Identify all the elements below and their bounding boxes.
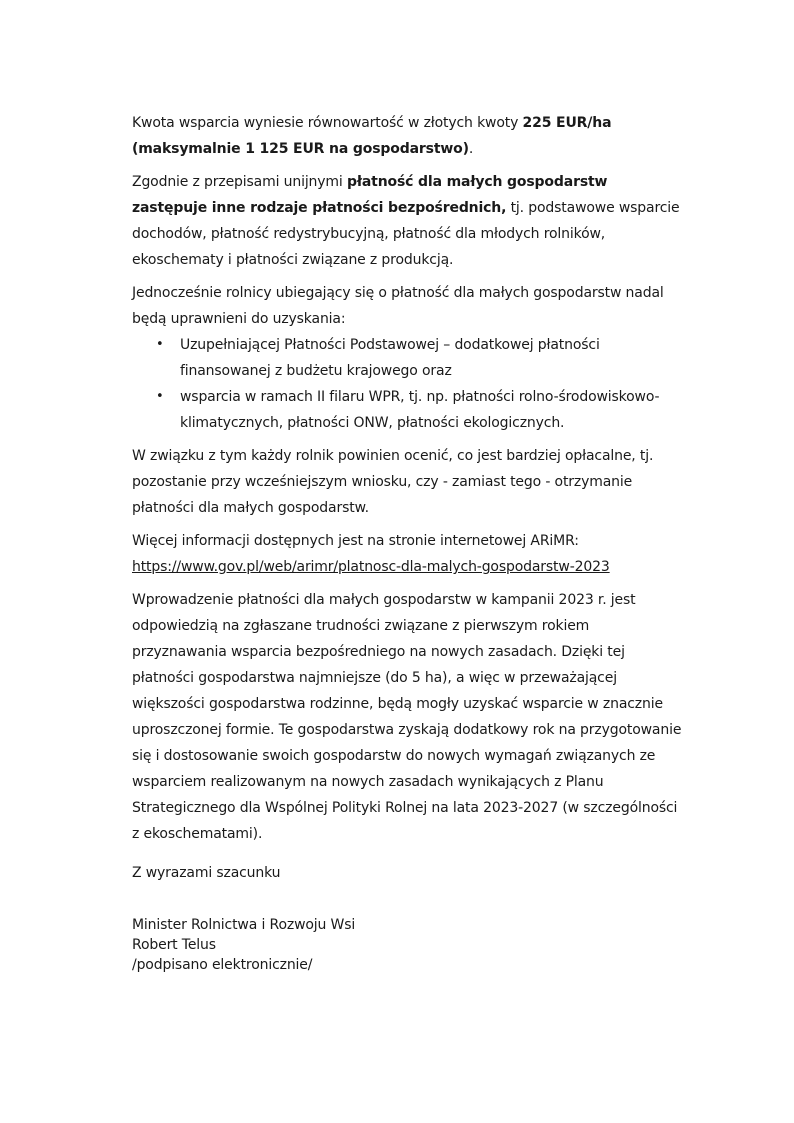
paragraph-more-info [132,528,682,580]
paragraph-text: . [468,141,474,157]
signature-name: Robert Telus [132,937,216,953]
list-item-text: wsparcia w ramach II filaru WPR, tj. np. płatności rolno-środowiskowo-klimatycznych, płatności ONW, płatności ekologicznych. [180,389,660,431]
paragraph-text: Zgodnie z przepisami unijnymi [132,174,347,190]
paragraph-support-amount [132,110,682,162]
paragraph-eu-regulations [132,169,682,273]
list-item [132,384,682,436]
arimr-link[interactable]: https://www.gov.pl/web/arimr/platnosc-dla-malych-gospodarstw-2023 [132,559,610,575]
signature-title: Minister Rolnictwa i Rozwoju Wsi [132,917,356,933]
signature-note: /podpisano elektronicznie/ [132,957,313,973]
paragraph-eligibility-intro: Jednocześnie rolnicy ubiegający się o płatność dla małych gospodarstw nadal będą uprawnieni do uzyskania: [132,285,664,327]
paragraph-bold-text: 225 EUR/ha (maksymalnie 1 125 EUR na gospodarstwo) [132,115,612,157]
bullet-icon: • [156,337,164,352]
bullet-icon: • [156,389,164,404]
paragraph-bold-text: płatność dla małych gospodarstw zastępuje inne rodzaje płatności bezpośrednich, [132,174,608,216]
paragraph-text: Więcej informacji dostępnych jest na stronie internetowej ARiMR: [132,533,579,549]
paragraph-text: tj. podstawowe wsparcie dochodów, płatność redystrybucyjną, płatność dla młodych rolników, ekoschematy i płatności związane z produkcją. [132,200,680,268]
signature-block [132,915,682,975]
paragraph-introduction: Wprowadzenie płatności dla małych gospodarstw w kampanii 2023 r. jest odpowiedzią na zgłaszane trudności związane z pierwszym rokiem przyznawania wsparcia bezpośredniego na nowych zasadach. Dzięki tej płatności gospodarstwa najmniejsze (do 5 ha), a więc w przeważającej większości gospodarstwa rodzinne, będą mogły uzyskać wsparcie w znacznie uproszczonej formie. Te gospodarstwa zyskają dodatkowy rok na przygotowanie się i dostosowanie swoich gospodarstw do nowych wymagań związanych ze wsparciem realizowanym na nowych zasadach wynikających z Planu Strategicznego dla Wspólnej Polityki Rolnej na lata 2023-2027 (w szczególności z ekoschematami). [132,592,682,842]
paragraph-evaluation: W związku z tym każdy rolnik powinien ocenić, co jest bardziej opłacalne, tj. pozostanie przy wcześniejszym wniosku, czy - zamiast tego - otrzymanie płatności dla małych gospodarstw. [132,448,654,516]
closing-salutation: Z wyrazami szacunku [132,865,281,881]
eligibility-list [132,332,682,436]
list-item-text: Uzupełniającej Płatności Podstawowej – dodatkowej płatności finansowanej z budżetu krajowego oraz [180,337,600,379]
paragraph-text: Kwota wsparcia wyniesie równowartość w złotych kwoty [132,115,523,131]
list-item [132,332,682,384]
letter-body [132,110,682,975]
